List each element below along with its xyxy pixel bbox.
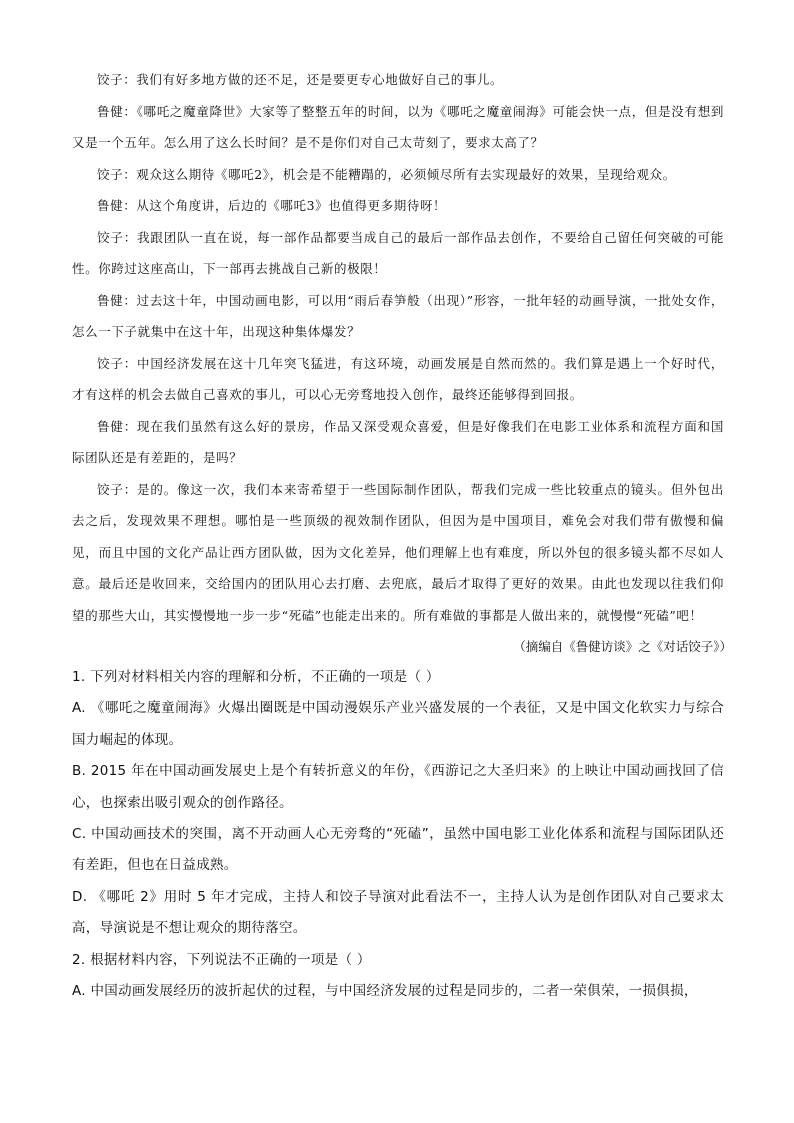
dialogue-paragraph: 饺子：是的。像这一次，我们本来寄希望于一些国际制作团队，帮我们完成一些比较重点的镜头。但外包出去之后，发现效果不理想。哪怕是一些顶级的视效制作团队，但因为是中国项目，难免会对我们带有傲慢和偏见，而且中国的文化产品让西方团队做，因为文化差异，他们理解上也有难度，所以外包的很多镜头都不尽如人意。最后还是收回来，交给国内的团队用心去打磨、去兜底，最后才取得了更好的效果。由此也发现以往我们仰望的那些大山，其实慢慢地一步一步“死磕”也能走出来的。所有难做的事都是人做出来的，就慢慢“死磕”吧！ xyxy=(72,481,724,623)
option-a: A. 中国动画发展经历的波折起伏的过程，与中国经济发展的过程是同步的，二者一荣俱荣，一损俱损， xyxy=(72,983,698,1000)
dialogue-paragraph: 鲁健：过去这十年，中国动画电影，可以用“雨后春笋般（出现）”形容，一批年轻的动画导演，一批处女作，怎么一下子就集中在这十年，出现这种集体爆发？ xyxy=(72,292,724,339)
dialogue-paragraph: 鲁健：现在我们虽然有这么好的景房，作品又深受观众喜爱，但是好像我们在电影工业体系和流程方面和国际团队还是有差距的，是吗？ xyxy=(72,418,724,465)
dialogue-paragraph: 鲁健：《哪吒之魔童降世》大家等了整整五年的时间，以为《哪吒之魔童闹海》可能会快一点，但是没有想到又是一个五年。怎么用了这么长时间？是不是你们对自己太苛刻了，要求太高了？ xyxy=(72,103,724,150)
dialogue-paragraph: 饺子：我跟团队一直在说，每一部作品都要当成自己的最后一部作品去创作，不要给自己留任何突破的可能性。你跨过这座高山，下一部再去挑战自己新的极限！ xyxy=(72,229,724,276)
dialogue-paragraph: 饺子：中国经济发展在这十几年突飞猛进，有这环境，动画发展是自然而然的。我们算是遇上一个好时代，才有这样的机会去做自己喜欢的事儿，可以心无旁骛地投入创作，最终还能够得到回报。 xyxy=(72,355,724,402)
dialogue-paragraph: 饺子：我们有好多地方做的还不足，还是要更专心地做好自己的事儿。 xyxy=(97,72,504,87)
option-c: C. 中国动画技术的突围，离不开动画人心无旁骛的“死磕”，虽然中国电影工业化体系和流程与国际团队还有差距，但也在日益成熟。 xyxy=(72,826,724,874)
question-1 xyxy=(72,662,724,945)
exam-page xyxy=(72,64,732,1007)
dialogue-paragraph: 饺子：观众这么期待《哪吒2》，机会是不能糟蹋的，必须倾尽所有去实现最好的效果，呈现给观众。 xyxy=(97,166,676,182)
question-2 xyxy=(72,945,724,1008)
dialogue-paragraph: 鲁健：从这个角度讲，后边的《哪吒3》也值得更多期待呀！ xyxy=(97,198,447,213)
interview-excerpt xyxy=(72,64,724,631)
question-stem: 2. 根据材料内容，下列说法不正确的一项是（ ） xyxy=(72,951,371,968)
source-citation: （摘编自《鲁健访谈》之《对话饺子》） xyxy=(513,639,732,654)
option-b: B. 2015 年在中国动画发展史上是个有转折意义的年份，《西游记之大圣归来》的上映让中国动画找回了信心，也探索出吸引观众的创作路径。 xyxy=(72,763,724,811)
option-d: D. 《哪吒 2》用时 5 年才完成，主持人和饺子导演对此看法不一，主持人认为是创作团队对自己要求太高，导演说是不想让观众的期待落空。 xyxy=(72,888,724,937)
question-stem: 1. 下列对材料相关内容的理解和分析，不正确的一项是（ ） xyxy=(72,669,440,685)
option-a: A. 《哪吒之魔童闹海》火爆出圈既是中国动漫娱乐产业兴盛发展的一个表征，又是中国文化软实力与综合国力崛起的体现。 xyxy=(72,700,724,748)
